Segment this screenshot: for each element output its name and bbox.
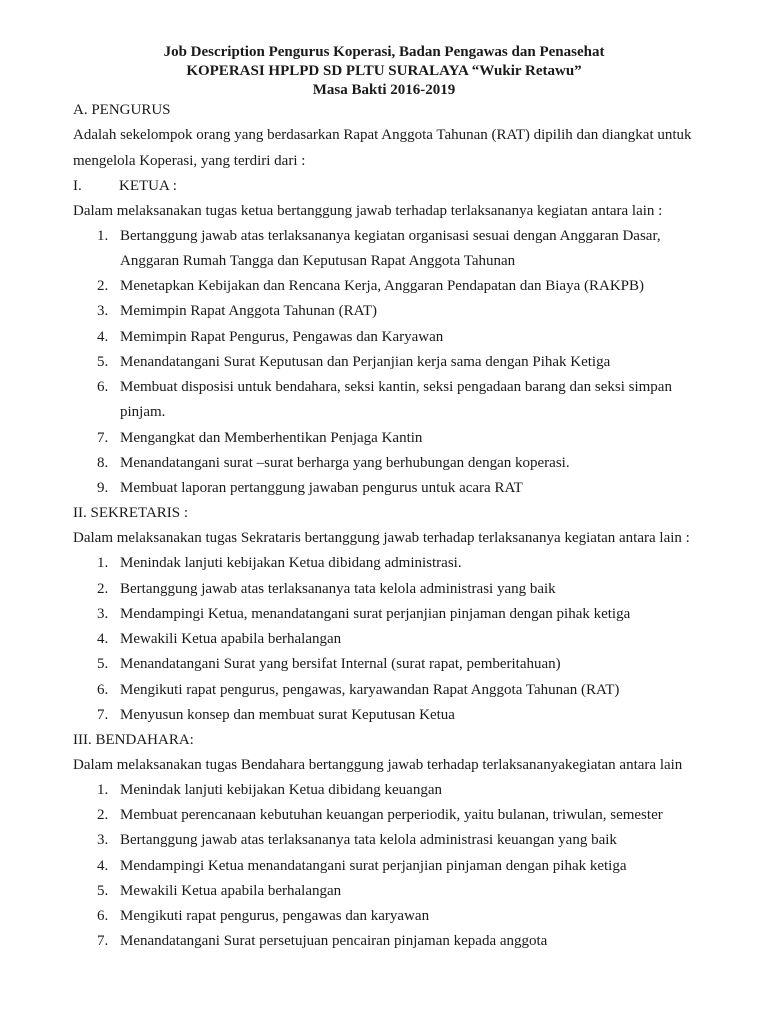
list-item-continuation: pinjam. <box>120 404 166 420</box>
list-text: Mengikuti rapat pengurus, pengawas, karyawandan Rapat Anggota Tahunan (RAT) <box>120 682 620 698</box>
list-number: 6. <box>97 379 109 395</box>
list-text: Mendampingi Ketua, menandatangani surat perjanjian pinjaman dengan pihak ketiga <box>120 606 631 622</box>
list-item <box>97 328 443 346</box>
list-number: 3. <box>97 832 109 848</box>
subsection-heading-sekretaris: II. SEKRETARIS : <box>73 505 189 521</box>
list-text: Menetapkan Kebijakan dan Rencana Kerja, Anggaran Pendapatan dan Biaya (RAKPB) <box>120 278 644 294</box>
list-number: 8. <box>97 455 109 471</box>
list-item <box>97 630 341 648</box>
list-text: Mengangkat dan Memberhentikan Penjaga Kantin <box>120 430 423 446</box>
list-item <box>97 857 627 875</box>
list-number: 3. <box>97 606 109 622</box>
list-number: 3. <box>97 303 109 319</box>
list-text: Menindak lanjuti kebijakan Ketua dibidang keuangan <box>120 782 442 798</box>
list-number: 1. <box>97 555 109 571</box>
list-text: Mengikuti rapat pengurus, pengawas dan karyawan <box>120 908 430 924</box>
list-item <box>97 655 561 673</box>
doc-title: Job Description Pengurus Koperasi, Badan Pengawas dan Penasehat <box>163 44 605 60</box>
list-item <box>97 605 630 623</box>
list-item <box>97 831 617 849</box>
list-item <box>97 706 455 724</box>
ketua-intro: Dalam melaksanakan tugas ketua bertanggung jawab terhadap terlaksananya kegiatan antara lain : <box>73 203 663 219</box>
list-number: 2. <box>97 807 109 823</box>
list-number: 9. <box>97 480 109 496</box>
doc-subtitle: KOPERASI HPLPD SD PLTU SURALAYA “Wukir Retawu” <box>186 63 582 79</box>
bendahara-intro: Dalam melaksanakan tugas Bendahara bertanggung jawab terhadap terlaksananyakegiatan antara lain <box>73 757 683 773</box>
list-item <box>97 932 547 950</box>
list-item-continuation: Anggaran Rumah Tangga dan Keputusan Rapat Anggota Tahunan <box>120 253 516 269</box>
intro-paragraph-line2: mengelola Koperasi, yang terdiri dari : <box>73 153 306 169</box>
list-text: Mendampingi Ketua menandatangani surat perjanjian pinjaman dengan pihak ketiga <box>120 858 627 874</box>
list-text: Bertanggung jawab atas terlaksananya kegiatan organisasi sesuai dengan Anggaran Dasar, <box>120 228 661 244</box>
list-number: 4. <box>97 858 109 874</box>
list-text: Membuat disposisi untuk bendahara, seksi kantin, seksi pengadaan barang dan seksi simpan <box>120 379 672 395</box>
subsection-heading-ketua <box>73 177 177 195</box>
list-text: Memimpin Rapat Anggota Tahunan (RAT) <box>120 303 377 319</box>
list-item <box>97 681 619 699</box>
list-item <box>97 277 644 295</box>
list-number: 2. <box>97 581 109 597</box>
list-text: Menandatangani Surat Keputusan dan Perjanjian kerja sama dengan Pihak Ketiga <box>120 354 611 370</box>
list-number: 7. <box>97 430 109 446</box>
list-text: Menandatangani surat –surat berharga yang berhubungan dengan koperasi. <box>120 455 570 471</box>
list-number: 1. <box>97 228 109 244</box>
list-number: 4. <box>97 631 109 647</box>
list-item <box>97 302 377 320</box>
list-item <box>97 806 663 824</box>
list-item <box>97 882 341 900</box>
list-text: Menindak lanjuti kebijakan Ketua dibidang administrasi. <box>120 555 462 571</box>
list-text: Membuat perencanaan kebutuhan keuangan perperiodik, yaitu bulanan, triwulan, semester <box>120 807 663 823</box>
section-heading-pengurus: A. PENGURUS <box>73 102 171 118</box>
heading-label: KETUA : <box>119 178 177 194</box>
list-text: Mewakili Ketua apabila berhalangan <box>120 631 342 647</box>
list-text: Mewakili Ketua apabila berhalangan <box>120 883 342 899</box>
list-text: Menyusun konsep dan membuat surat Keputusan Ketua <box>120 707 455 723</box>
list-number: 7. <box>97 933 109 949</box>
subsection-heading-bendahara: III. BENDAHARA: <box>73 732 194 748</box>
doc-period: Masa Bakti 2016-2019 <box>312 82 456 98</box>
roman-numeral: I. <box>73 178 82 194</box>
list-item <box>97 907 429 925</box>
list-text: Bertanggung jawab atas terlaksananya tata kelola administrasi yang baik <box>120 581 556 597</box>
list-item <box>97 580 556 598</box>
list-number: 5. <box>97 656 109 672</box>
list-item <box>97 378 672 396</box>
list-number: 6. <box>97 682 109 698</box>
list-item <box>97 479 523 497</box>
list-item <box>97 353 610 371</box>
list-text: Membuat laporan pertanggung jawaban pengurus untuk acara RAT <box>120 480 523 496</box>
list-item <box>97 554 462 572</box>
list-number: 5. <box>97 354 109 370</box>
sekretaris-intro: Dalam melaksanakan tugas Sekrataris bertanggung jawab terhadap terlaksananya kegiatan antara lain : <box>73 530 690 546</box>
list-text: Menandatangani Surat yang bersifat Internal (surat rapat, pemberitahuan) <box>120 656 561 672</box>
list-item <box>97 227 661 245</box>
list-text: Menandatangani Surat persetujuan pencairan pinjaman kepada anggota <box>120 933 548 949</box>
list-text: Bertanggung jawab atas terlaksananya tata kelola administrasi keuangan yang baik <box>120 832 617 848</box>
list-item <box>97 429 422 447</box>
list-number: 5. <box>97 883 109 899</box>
list-number: 1. <box>97 782 109 798</box>
list-number: 7. <box>97 707 109 723</box>
list-item <box>97 454 570 472</box>
intro-paragraph-line1: Adalah sekelompok orang yang berdasarkan Rapat Anggota Tahunan (RAT) dipilih dan diangkat untuk <box>73 127 692 143</box>
list-item <box>97 781 442 799</box>
list-number: 6. <box>97 908 109 924</box>
list-text: Memimpin Rapat Pengurus, Pengawas dan Karyawan <box>120 329 444 345</box>
list-number: 2. <box>97 278 109 294</box>
list-number: 4. <box>97 329 109 345</box>
